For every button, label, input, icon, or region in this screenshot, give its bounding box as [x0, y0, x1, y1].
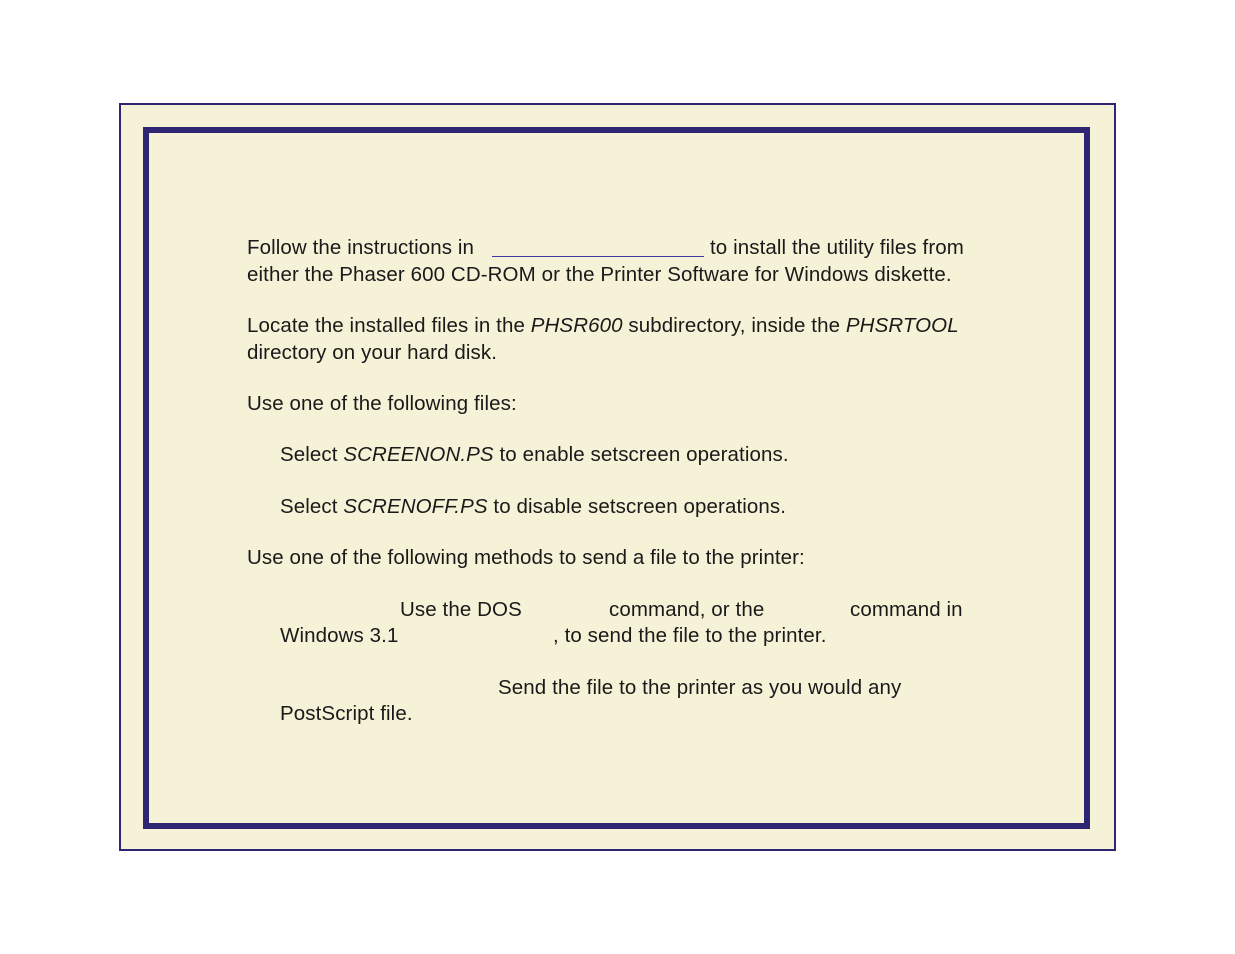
option-screenon	[280, 442, 789, 468]
opt2-text-b: to disable setscreen operations.	[493, 495, 787, 518]
p1-text-b: to install the utility files from	[710, 236, 964, 259]
m1-text-a: Use the DOS	[400, 598, 522, 621]
opt1-file: SCREENON.PS	[343, 443, 494, 466]
p1-line2: either the Phaser 600 CD-ROM or the Printer Software for Windows diskette.	[247, 263, 952, 286]
opt2-file: SCRENOFF.PS	[343, 495, 488, 518]
opt2-text-a: Select	[280, 495, 338, 518]
p2-text-a: Locate the installed files in the	[247, 314, 525, 337]
p2-dir1: PHSR600	[530, 314, 623, 337]
p3-text: Use one of the following files:	[247, 392, 517, 415]
opt1-text-a: Select	[280, 443, 338, 466]
p2-line1	[247, 313, 959, 339]
p2-dir2: PHSRTOOL	[845, 314, 959, 337]
m1-text-c: command in	[850, 598, 963, 621]
document-frame	[119, 103, 1116, 851]
m2-text-a: Send the file to the printer as you would any	[498, 676, 902, 699]
p4-text: Use one of the following methods to send a file to the printer:	[247, 546, 805, 569]
m1-line2a: Windows 3.1	[280, 624, 399, 647]
p2-text-b: subdirectory, inside the	[628, 314, 841, 337]
option-screnoff	[280, 494, 786, 520]
p2-line2: directory on your hard disk.	[247, 341, 498, 364]
opt1-text-b: to enable setscreen operations.	[499, 443, 789, 466]
p1-text-a: Follow the instructions in	[247, 236, 475, 259]
m1-text-b: command, or the	[609, 598, 765, 621]
manual-link[interactable]	[492, 256, 704, 257]
m2-line2: PostScript file.	[280, 702, 413, 725]
m1-line2b: , to send the file to the printer.	[553, 624, 827, 647]
